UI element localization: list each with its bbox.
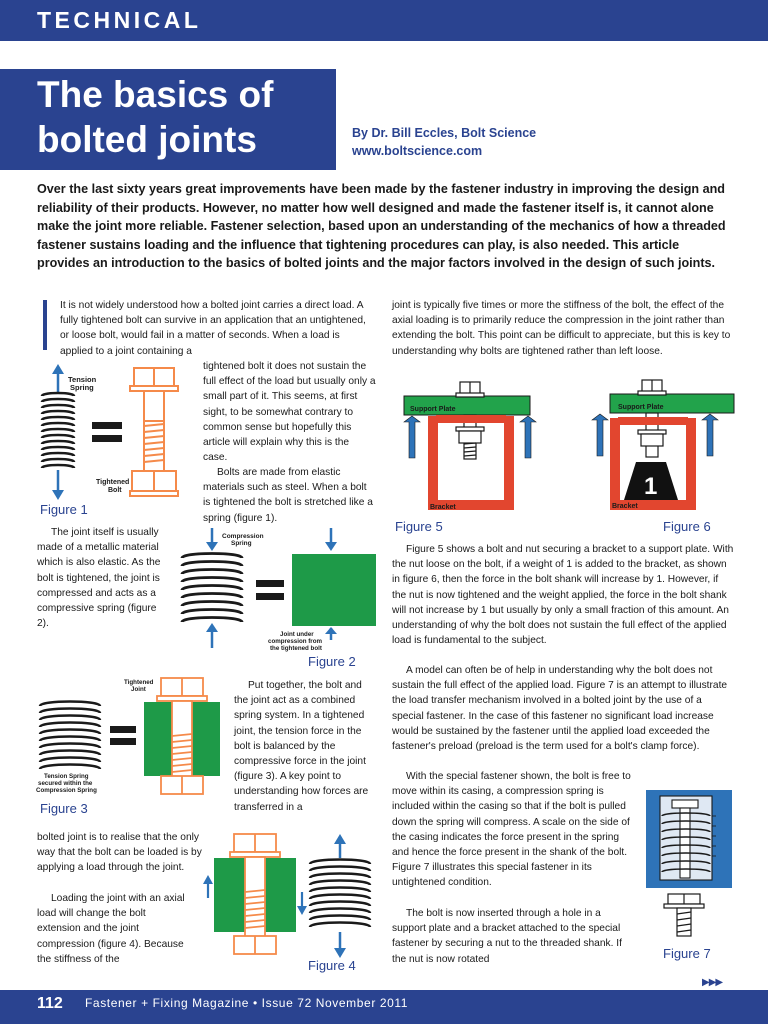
compression-spring-label: Compression Spring [222, 533, 264, 547]
joint-compression-label: Joint under compression from the tightened bolt [268, 631, 322, 652]
up-arrow-icon [334, 834, 346, 858]
paragraph-10: With the special fastener shown, the bolt is free to move within its casing, a compression spring is included within the casing so that if the bolt is pulled down the spring will compress. A scale on the side of the casing indicates the force present in the spring and hence the force present in the shank of the bolt. Figure 7 illustrates this special fastener in its untightened condition. [392, 771, 631, 889]
figure-7-illustration [646, 790, 732, 940]
figure-6-label: Figure 6 [663, 519, 711, 534]
equals-icon [110, 726, 136, 745]
nut-icon [456, 427, 484, 456]
up-arrow-icon [404, 416, 420, 458]
support-plate-label: Support Plate [410, 406, 456, 413]
up-arrow-icon [203, 875, 213, 898]
paragraph-5: bolted joint is to realise that the only way that the bolt can be loaded is by applying a load through the joint. [37, 832, 202, 874]
down-arrow-icon [52, 470, 64, 500]
weight-label: 1 [644, 473, 658, 500]
drop-cap-bar [43, 300, 47, 350]
figure-5-illustration [398, 380, 548, 516]
paragraph-1a: It is not widely understood how a bolted joint carries a direct load. A fully tightened bolt can survive in an application that an untightened, or loose bolt, would fail in a matter of seconds. When a load is applied to a joint containing a [60, 300, 366, 357]
bracket-label: Bracket [430, 504, 456, 511]
next-page-arrows: ▶▶▶ [702, 977, 723, 988]
up-arrow-icon [702, 414, 718, 456]
tension-spring-secured-label: Tension Spring secured within the Compression Spring [36, 773, 97, 794]
website-link[interactable]: www.boltscience.com [352, 144, 483, 158]
up-arrow-icon [592, 414, 608, 456]
figure-1-illustration [36, 364, 196, 504]
up-arrow-icon [52, 364, 64, 394]
figure-4-illustration [206, 828, 382, 976]
tension-spring-icon [42, 393, 74, 468]
paragraph-8: Figure 5 shows a bolt and nut securing a bracket to a support plate. With the nut loose on the bolt, if a weight of 1 is added to the bracket, as shown in figure 6, then the force in the bolt shank will increase by 1. However, if the nut is now tightened and the weight applied, the force in the bolt shank will not increase by 1 but usually by only a small fraction of this amount. An understanding of why the bolt does not sustain the full effect of the applied load is fundamental to the subject. [392, 544, 734, 647]
up-arrow-icon [325, 627, 337, 640]
paragraph-4: Put together, the bolt and the joint act as a combined spring system. In a tightened joint, the tension force in the bolt is balanced by the compressive force in the joint (figure 3). A key point to understanding how forces are transferred in a [234, 680, 369, 813]
support-plate-label: Support Plate [618, 404, 664, 411]
article-title-line-2: bolted joints [37, 119, 257, 160]
up-arrow-icon [520, 416, 536, 458]
tension-spring-label: Tension Spring [68, 375, 97, 392]
nut-icon [638, 430, 666, 446]
combined-spring-icon [310, 860, 370, 928]
byline [352, 124, 536, 160]
joint-block-icon [292, 554, 376, 626]
footer-publication: Fastener + Fixing Magazine • Issue 72 November 2011 [85, 996, 409, 1010]
figure-2-illustration [174, 528, 374, 658]
bolt-icon [130, 368, 178, 496]
paragraph-3: The joint itself is usually made of a metallic material which is also elastic. As the bolt is tightened, the joint is compressed and acts as a compressive spring (figure 2). [37, 527, 161, 630]
figure-6-illustration [606, 378, 738, 516]
compression-spring-icon [182, 554, 242, 623]
bracket-label: Bracket [612, 503, 638, 510]
paragraph-9: A model can often be of help in understanding why the bolt does not sustain the full effect of the applied load. Figure 7 is an attempt to illustrate the load transfer mechanism involved in a bolted joint by the use of a special fastener. In the case of this fastener no significant load increase would be sustained by the fastener until the applied load exceeded the fastener's preload (preload is the term used for a bolt's clamp force). [392, 665, 728, 753]
paragraph-7: joint is typically five times or more the stiffness of the bolt, the effect of the axial loading is to primarily reduce the compression in the joint rather than extending the bolt. This point can be difficult to appreciate, but this is key to understanding why bolts are tightened rather than left loose. [392, 300, 731, 357]
figure-1-label: Figure 1 [40, 502, 88, 517]
bracket-top-icon [436, 415, 506, 423]
figure-2-label: Figure 2 [308, 654, 356, 669]
up-arrow-icon [206, 623, 218, 648]
author: By Dr. Bill Eccles, Bolt Science [352, 126, 537, 140]
bracket-top-icon [618, 417, 688, 425]
section-label: TECHNICAL [37, 7, 202, 33]
figure-3-label: Figure 3 [40, 801, 88, 816]
bolt-icon [664, 894, 704, 936]
paragraph-11: The bolt is now inserted through a hole in a support plate and a bracket attached to the special fastener by securing a nut to the threaded shank. If the nut is now rotated [392, 908, 622, 965]
paragraph-2: Bolts are made from elastic materials such as steel. When a bolt is tightened the bolt is stretched like a spring (figure 1). [203, 467, 373, 524]
intro-paragraph: Over the last sixty years great improvements have been made by the fastener industry in improving the design and reliability of their products. However, no matter how well designed and made the fastener itself is, it cannot alone make the joint more reliable. Fastener selection, based upon an understanding of the mechanics of how a threaded fastener sustains loading and the influence that tightening procedures can play, is also needed. This article provides an introduction to the basics of bolted joints and the major factors involved in the design of such joints. [37, 182, 726, 270]
figure-3-illustration [36, 676, 230, 800]
combined-spring-icon [40, 702, 100, 770]
page-number: 112 [37, 995, 63, 1012]
down-arrow-icon [325, 528, 337, 551]
paragraph-6: Loading the joint with an axial load will change the bolt extension and the joint compression (figure 4). Because the stiffness of the [37, 893, 185, 965]
down-arrow-icon [334, 932, 346, 958]
paragraph-1b: tightened bolt it does not sustain the full effect of the load but usually only a small part of it. This seems, at first sight, to be somewhat contrary to common sense but hopefully this article will explain why this is the case. [203, 361, 376, 464]
tightened-joint-label: Tightened Joint [124, 679, 154, 693]
figure-7-label: Figure 7 [663, 946, 711, 961]
down-arrow-icon [206, 528, 218, 551]
down-arrow-icon [297, 892, 307, 915]
figure-5-label: Figure 5 [395, 519, 443, 534]
tightened-bolt-label: Tightened Bolt [96, 479, 130, 494]
article-title-line-1: The basics of [37, 74, 274, 115]
equals-icon [256, 580, 284, 600]
equals-icon [92, 422, 122, 442]
figure-4-label: Figure 4 [308, 958, 356, 973]
